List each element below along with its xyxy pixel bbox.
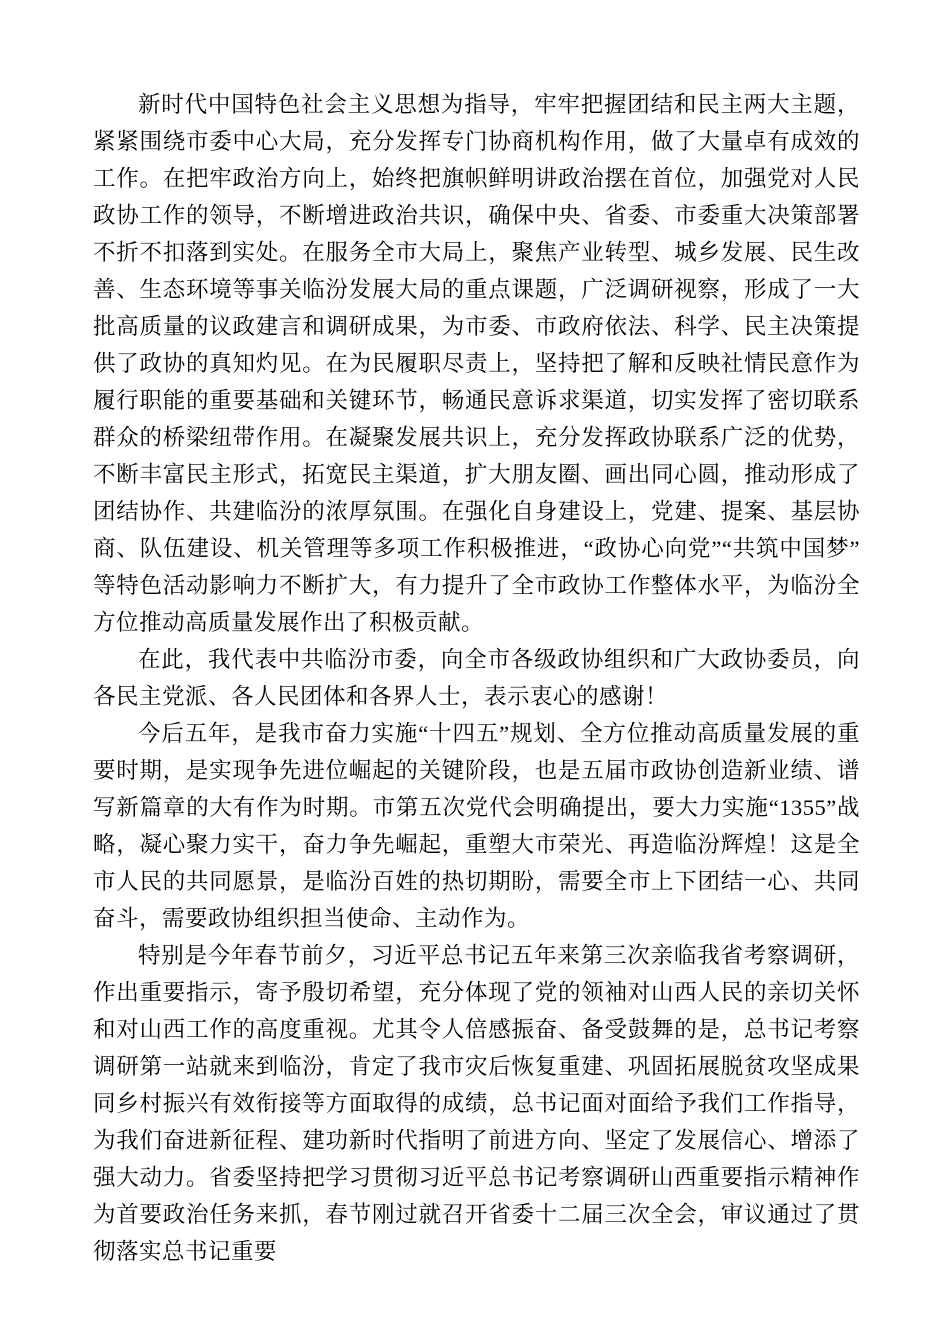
paragraph: 特别是今年春节前夕，习近平总书记五年来第三次亲临我省考察调研，作出重要指示，寄予殷切希望，充分体现了党的领袖对山西人民的亲切关怀和对山西工作的高度重视。尤其令人倍感振奋、备受鼓舞的是，总书记考察调研第一站就来到临汾，肯定了我市灾后恢复重建、巩固拓展脱贫攻坚成果同乡村振兴有效衔接等方面取得的成绩，总书记面对面给予我们工作指导，为我们奋进新征程、建功新时代指明了前进方向、坚定了发展信心、增添了强大动力。省委坚持把学习贯彻习近平总书记考察调研山西重要指示精神作为首要政治任务来抓，春节刚过就召开省委十二届三次全会，审议通过了贯彻落实总书记重要 bbox=[93, 943, 860, 1264]
paragraph: 新时代中国特色社会主义思想为指导，牢牢把握团结和民主两大主题，紧紧围绕市委中心大局，充分发挥专门协商机构作用，做了大量卓有成效的工作。在把牢政治方向上，始终把旗帜鲜明讲政治摆在首位，加强党对人民政协工作的领导，不断增进政治共识，确保中央、省委、市委重大决策部署不折不扣落到实处。在服务全市大局上，聚焦产业转型、城乡发展、民生改善、生态环境等事关临汾发展大局的重点课题，广泛调研视察，形成了一大批高质量的议政建言和调研成果，为市委、市政府依法、科学、民主决策提供了政协的真知灼见。在为民履职尽责上，坚持把了解和反映社情民意作为履行职能的重要基础和关键环节，畅通民意诉求渠道，切实发挥了密切联系群众的桥梁纽带作用。在凝聚发展共识上，充分发挥政协联系广泛的优势，不断丰富民主形式，拓宽民主渠道，扩大朋友圈、画出同心圆，推动形成了团结协作、共建临汾的浓厚氛围。在强化自身建设上，党建、提案、基层协商、队伍建设、机关管理等多项工作积极推进，“政协心向党”“共筑中国梦”等特色活动影响力不断扩大，有力提升了全市政协工作整体水平，为临汾全方位推动高质量发展作出了积极贡献。 bbox=[93, 92, 860, 635]
document-body bbox=[93, 86, 860, 1270]
paragraph: 在此，我代表中共临汾市委，向全市各级政协组织和广大政协委员，向各民主党派、各人民团体和各界人士，表示衷心的感谢！ bbox=[93, 647, 860, 709]
paragraph: 今后五年，是我市奋力实施“十四五”规划、全方位推动高质量发展的重要时期，是实现争先进位崛起的关键阶段，也是五届市政协创造新业绩、谱写新篇章的大有作为时期。市第五次党代会明确提出，要大力实施“1355”战略，凝心聚力实干，奋力争先崛起，重塑大市荣光、再造临汾辉煌！这是全市人民的共同愿景，是临汾百姓的热切期盼，需要全市上下团结一心、共同奋斗，需要政协组织担当使命、主动作为。 bbox=[93, 721, 860, 931]
